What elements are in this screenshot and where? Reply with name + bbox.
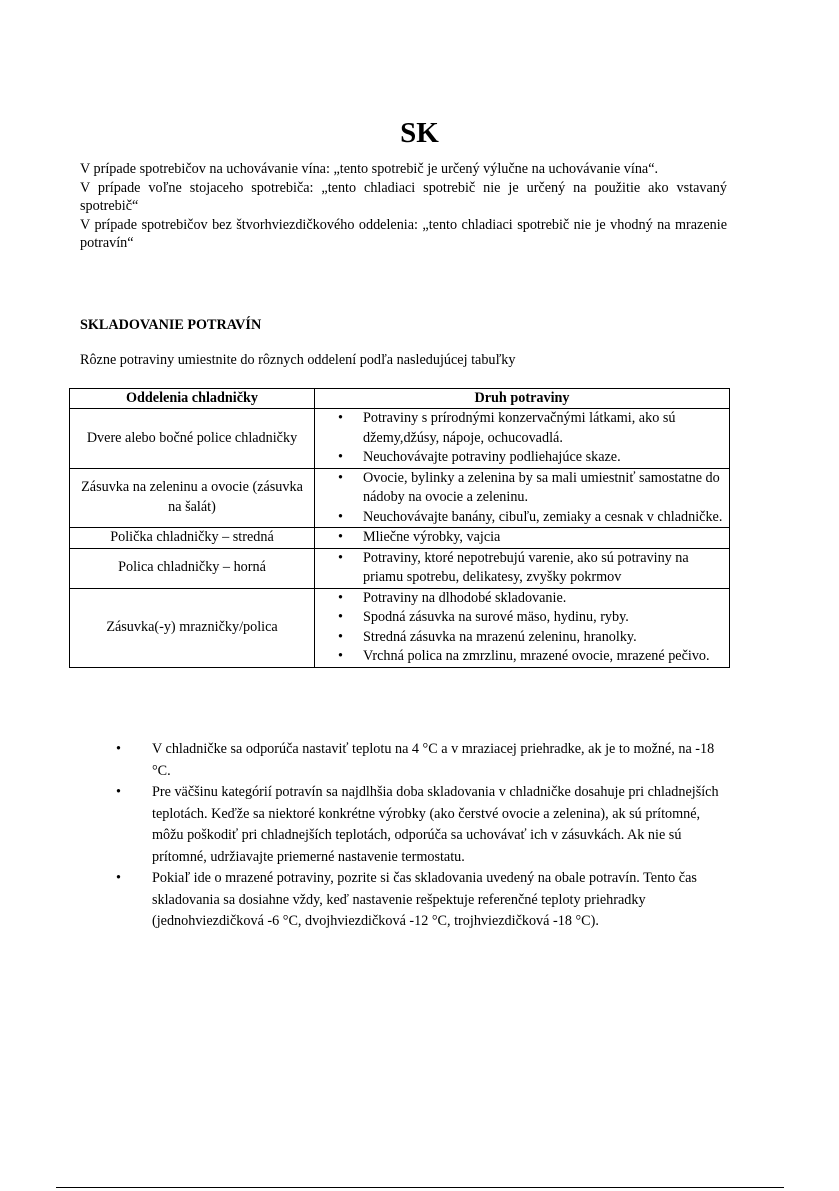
food-item: • Neuchovávajte potraviny podliehajúce skaze.	[315, 448, 725, 468]
foods-cell	[315, 409, 730, 469]
compartment-cell: Polička chladničky – stredná	[70, 528, 315, 549]
header-compartment: Oddelenia chladničky	[70, 389, 315, 409]
header-food-type: Druh potraviny	[315, 389, 730, 409]
notes-list	[80, 739, 730, 933]
note-item: • V chladničke sa odporúča nastaviť teplotu na 4 °C a v mraziacej priehradke, ak je to možné, na -18 °C.	[80, 739, 730, 782]
food-item: • Spodná zásuvka na surové mäso, hydinu, ryby.	[315, 608, 725, 628]
table-header-row	[70, 389, 730, 409]
intro-block	[80, 160, 727, 253]
table-row	[70, 588, 730, 667]
foods-cell	[315, 468, 730, 528]
food-item: • Potraviny, ktoré nepotrebujú varenie, ako sú potraviny na priamu spotrebu, delikatesy, zvyšky pokrmov	[315, 549, 725, 588]
compartment-cell: Zásuvka na zeleninu a ovocie (zásuvka na šalát)	[70, 468, 315, 528]
food-item: • Potraviny s prírodnými konzervačnými látkami, ako sú džemy,džúsy, nápoje, ochucovadlá.	[315, 409, 725, 448]
table-row	[70, 409, 730, 469]
foods-cell	[315, 588, 730, 667]
note-item: • Pre väčšinu kategórií potravín sa najdlhšia doba skladovania v chladničke dosahuje pri chladnejších teplotách. Keďže sa niektoré konkrétne výrobky (ako čerstvé ovocie a zelenina), ak sú prítomné, môžu poškodiť pri chladnejších teplotách, odporúča sa uchovávať ich v zásuvkách. Ak nie sú prítomné, udržiavajte priemerné nastavenie termostatu.	[80, 782, 730, 868]
section-intro: Rôzne potraviny umiestnite do rôznych oddelení podľa nasledujúcej tabuľky	[80, 352, 516, 368]
intro-paragraph: V prípade voľne stojaceho spotrebiča: „tento chladiaci spotrebič nie je určený na použitie ako vstavaný spotrebič“	[80, 179, 727, 214]
note-item: • Pokiaľ ide o mrazené potraviny, pozrite si čas skladovania uvedený na obale potravín. Tento čas skladovania sa dosiahne vždy, keď nastavenie rešpektuje referenčné teploty priehradky (jednohviezdičková -6 °C, dvojhviezdičková -12 °C, trojhviezdičková -18 °C).	[80, 868, 730, 933]
food-item: • Stredná zásuvka na mrazenú zeleninu, hranolky.	[315, 628, 725, 648]
foods-cell	[315, 528, 730, 549]
food-item: • Neuchovávajte banány, cibuľu, zemiaky a cesnak v chladničke.	[315, 508, 725, 528]
compartment-cell: Polica chladničky – horná	[70, 548, 315, 588]
table-row	[70, 528, 730, 549]
page-title: SK	[400, 117, 439, 149]
storage-table	[69, 388, 730, 668]
food-item: • Vrchná polica na zmrzlinu, mrazené ovocie, mrazené pečivo.	[315, 647, 725, 667]
foods-cell	[315, 548, 730, 588]
intro-paragraph: V prípade spotrebičov na uchovávanie vína: „tento spotrebič je určený výlučne na uchovávanie vína“.	[80, 161, 659, 177]
compartment-cell: Zásuvka(-y) mrazničky/polica	[70, 588, 315, 667]
footer-divider	[56, 1187, 784, 1188]
food-item: • Mliečne výrobky, vajcia	[315, 528, 725, 548]
section-heading: SKLADOVANIE POTRAVÍN	[80, 317, 262, 333]
food-item: • Potraviny na dlhodobé skladovanie.	[315, 589, 725, 609]
table-row	[70, 468, 730, 528]
intro-paragraph: V prípade spotrebičov bez štvorhviezdičkového oddelenia: „tento chladiaci spotrebič nie je vhodný na mrazenie potravín“	[80, 216, 727, 251]
compartment-cell: Dvere alebo bočné police chladničky	[70, 409, 315, 469]
food-item: • Ovocie, bylinky a zelenina by sa mali umiestniť samostatne do nádoby na ovocie a zeleninu.	[315, 469, 725, 508]
table-row	[70, 548, 730, 588]
